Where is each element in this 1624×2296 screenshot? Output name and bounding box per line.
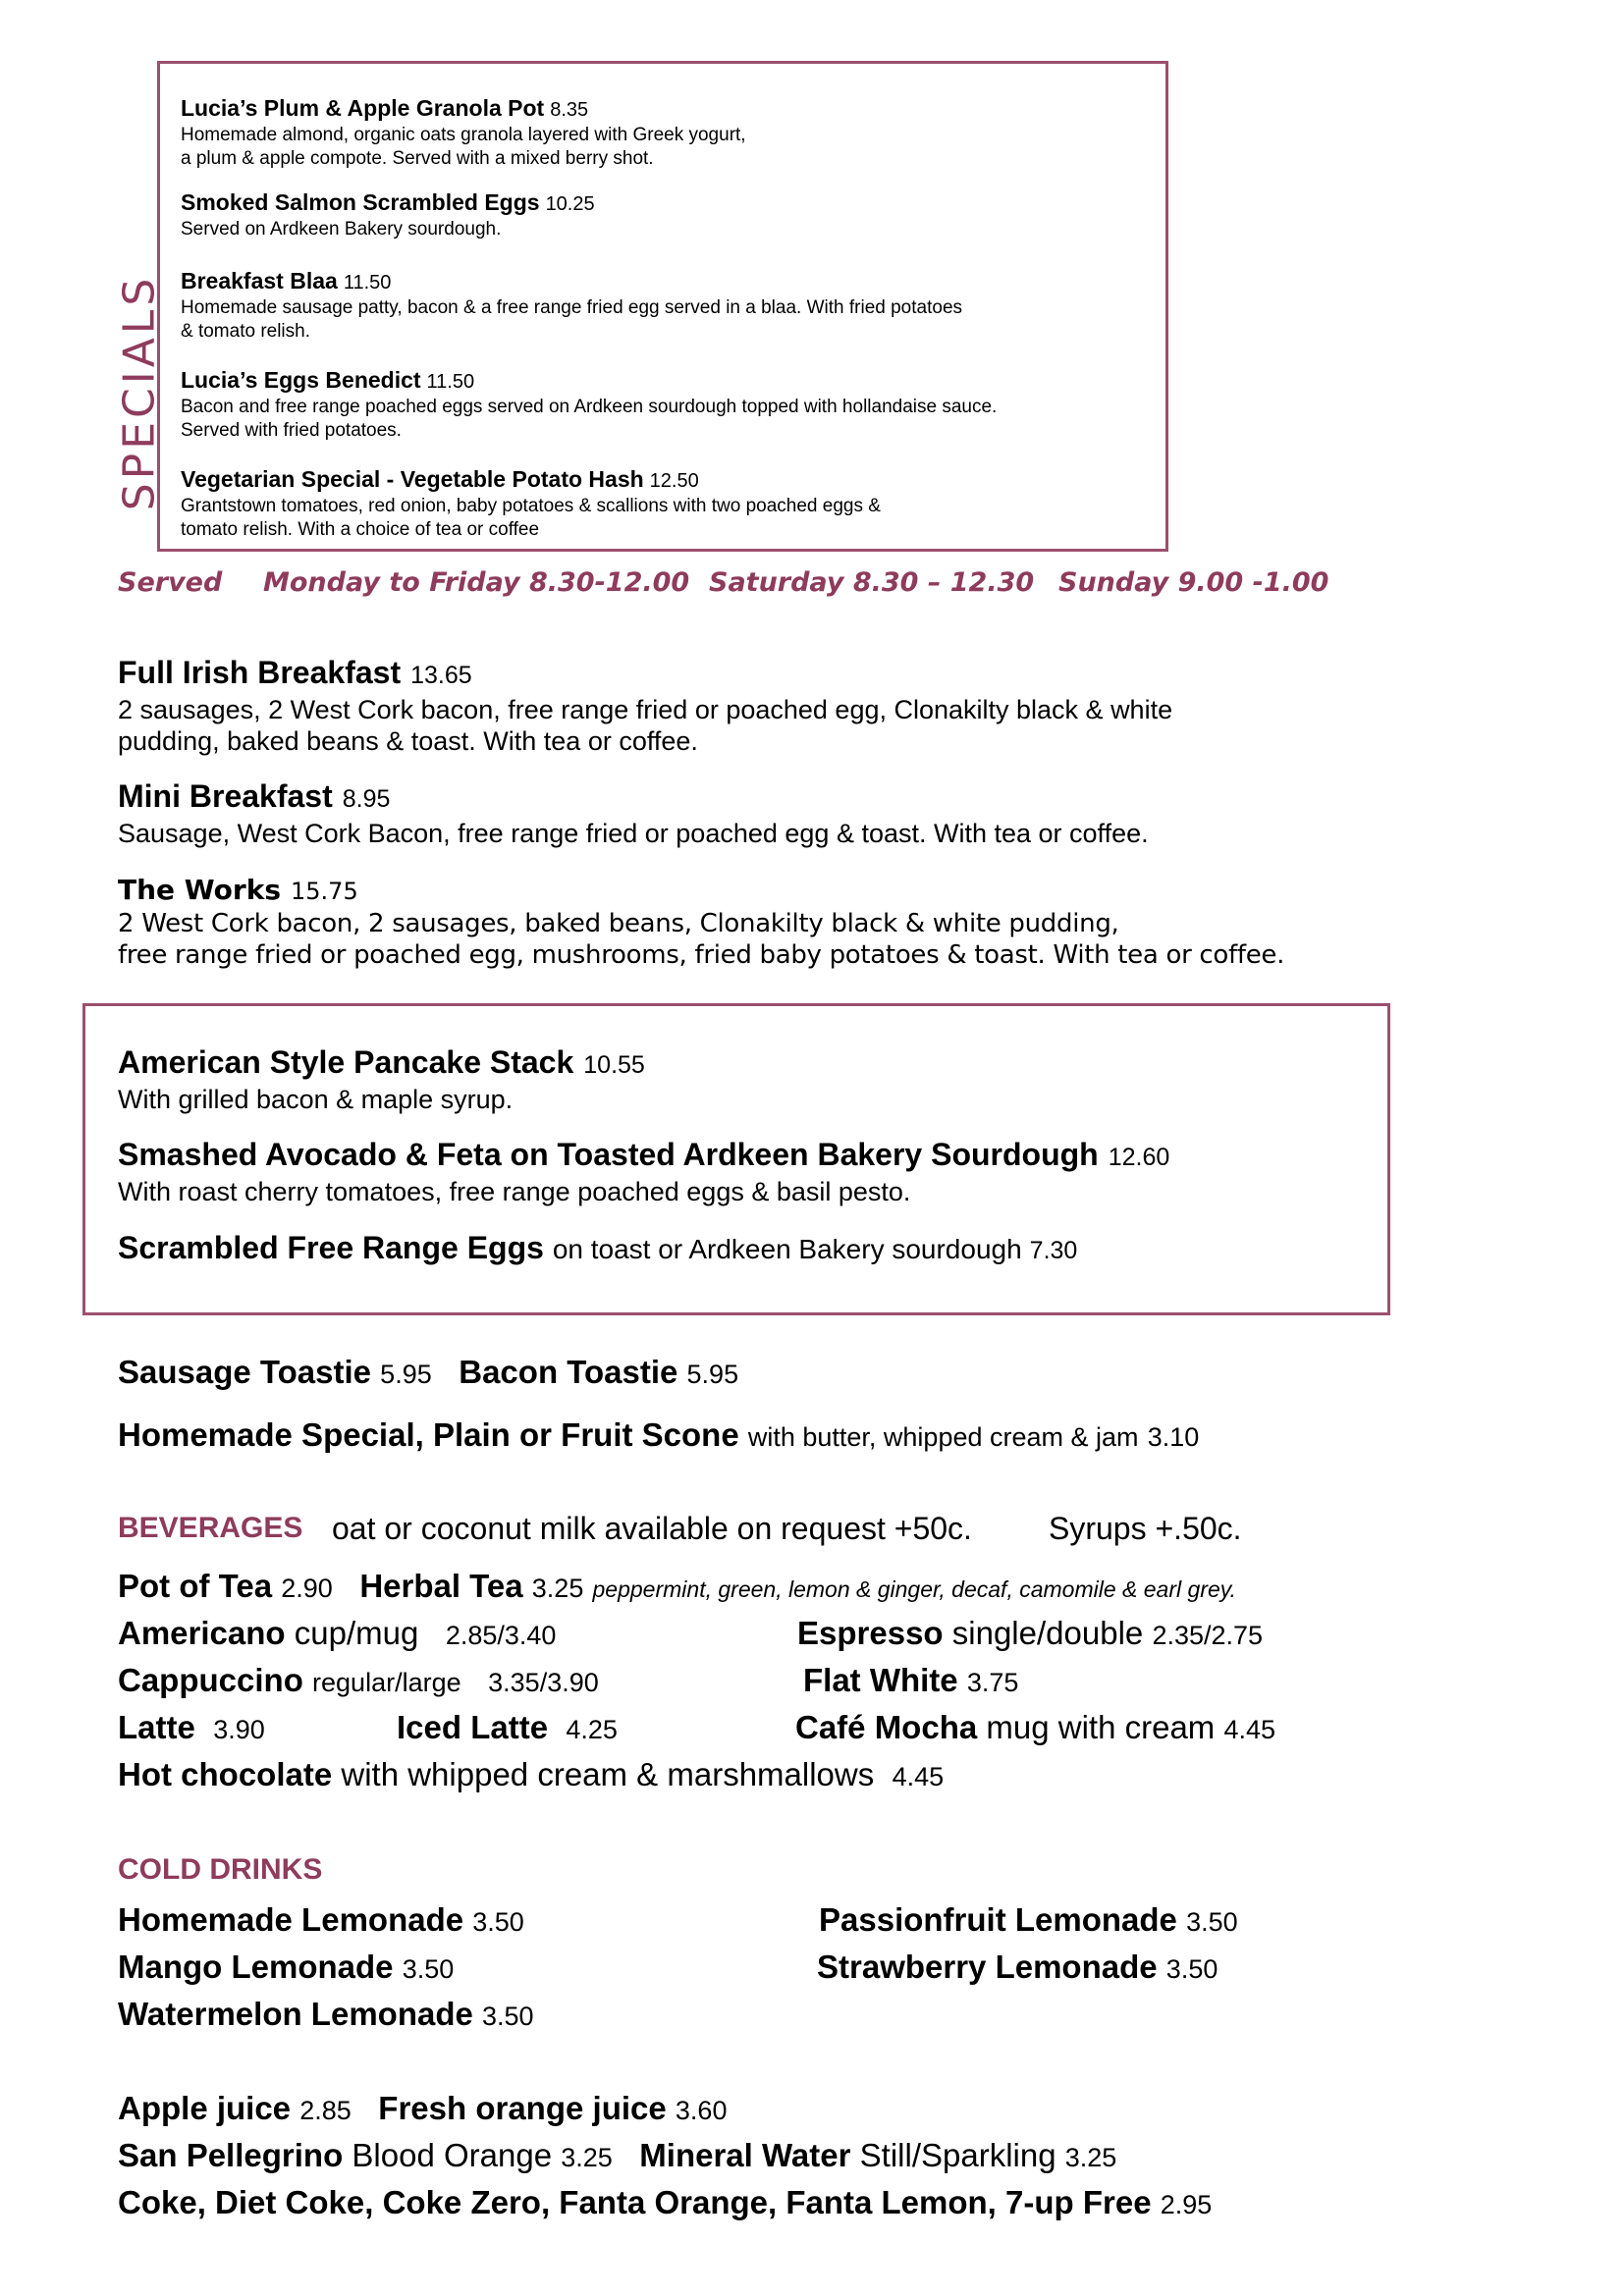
served-saturday: Saturday 8.30 – 12.30 [709, 567, 1035, 598]
passionfruit-lemonade: Passionfruit Lemonade 3.50 [819, 1901, 1238, 1938]
beverages-heading: BEVERAGES [118, 1512, 303, 1544]
menu-item-scrambled-eggs: Scrambled Free Range Eggs on toast or Ardkeen Bakery sourdough 7.30 [118, 1230, 1078, 1265]
flat-white-row: Flat White 3.75 [803, 1662, 1019, 1698]
special-item: Lucia’s Eggs Benedict 11.50 Bacon and free range poached eggs served on Ardkeen sourdough topped with hollandaise sauce. Served with fried potatoes. [181, 367, 998, 441]
special-item: Breakfast Blaa 11.50 Homemade sausage patty, bacon & a free range fried egg served in a blaa. With fried potatoes & tomato relish. [181, 268, 963, 342]
americano-row: Americano cup/mug 2.85/3.40 [118, 1615, 557, 1651]
watermelon-lemonade: Watermelon Lemonade 3.50 [118, 1996, 534, 2032]
latte-row: Latte 3.90 [118, 1709, 265, 1745]
mango-lemonade: Mango Lemonade 3.50 [118, 1949, 455, 1985]
served-label: Served [118, 567, 223, 598]
toasties-row: Sausage Toastie 5.95 Bacon Toastie 5.95 [118, 1354, 739, 1390]
special-item: Vegetarian Special - Vegetable Potato Hash 12.50 Grantstown tomatoes, red onion, baby potatoes & scallions with two poached eggs & tomato relish. With a choice of tea or coffee [181, 466, 881, 540]
mocha-row: Café Mocha mug with cream 4.45 [795, 1709, 1276, 1745]
juices-row: Apple juice 2.85 Fresh orange juice 3.60 [118, 2090, 728, 2126]
tea-row: Pot of Tea 2.90 Herbal Tea 3.25 peppermint, green, lemon & ginger, decaf, camomile & earl grey. [118, 1568, 1236, 1604]
special-item: Smoked Salmon Scrambled Eggs 10.25 Served on Ardkeen Bakery sourdough. [181, 189, 595, 240]
menu-item-full-irish: Full Irish Breakfast 13.65 2 sausages, 2 West Cork bacon, free range fried or poached egg, Clonakilty black & white pudding, baked beans & toast. With tea or coffee. [118, 655, 1173, 756]
syrups-note: Syrups +.50c. [1049, 1511, 1242, 1546]
menu-item-mini: Mini Breakfast 8.95 Sausage, West Cork Bacon, free range fried or poached egg & toast. With tea or coffee. [118, 778, 1149, 848]
hot-chocolate-row: Hot chocolate with whipped cream & marshmallows 4.45 [118, 1756, 945, 1792]
served-sunday: Sunday 9.00 -1.00 [1058, 567, 1329, 598]
served-weekday: Monday to Friday 8.30-12.00 [263, 567, 690, 598]
iced-latte-row: Iced Latte 4.25 [397, 1709, 618, 1745]
water-row: San Pellegrino Blood Orange 3.25 Mineral Water Still/Sparkling 3.25 [118, 2137, 1117, 2173]
specials-label: SPECIALS [114, 274, 165, 511]
menu-item-pancake: American Style Pancake Stack 10.55 With grilled bacon & maple syrup. [118, 1044, 645, 1114]
special-item: Lucia’s Plum & Apple Granola Pot 8.35 Homemade almond, organic oats granola layered with Greek yogurt, a plum & apple compote. Served with a mixed berry shot. [181, 95, 746, 169]
cappuccino-row: Cappuccino regular/large 3.35/3.90 [118, 1662, 599, 1698]
beverages-note: oat or coconut milk available on request +50c. [332, 1511, 972, 1546]
menu-item-the-works: The Works 15.75 2 West Cork bacon, 2 sausages, baked beans, Clonakilty black & white pudding, free range fried or poached egg, mushrooms, fried baby potatoes & toast. With tea or coffee. [118, 874, 1285, 970]
homemade-lemonade: Homemade Lemonade 3.50 [118, 1901, 524, 1938]
cold-drinks-heading: COLD DRINKS [118, 1853, 323, 1886]
scone-row: Homemade Special, Plain or Fruit Scone with butter, whipped cream & jam 3.10 [118, 1416, 1200, 1453]
sodas-row: Coke, Diet Coke, Coke Zero, Fanta Orange, Fanta Lemon, 7-up Free 2.95 [118, 2184, 1213, 2220]
menu-item-avocado: Smashed Avocado & Feta on Toasted Ardkeen Bakery Sourdough 12.60 With roast cherry tomatoes, free range poached eggs & basil pesto. [118, 1137, 1170, 1206]
strawberry-lemonade: Strawberry Lemonade 3.50 [817, 1949, 1218, 1985]
espresso-row: Espresso single/double 2.35/2.75 [797, 1615, 1264, 1651]
